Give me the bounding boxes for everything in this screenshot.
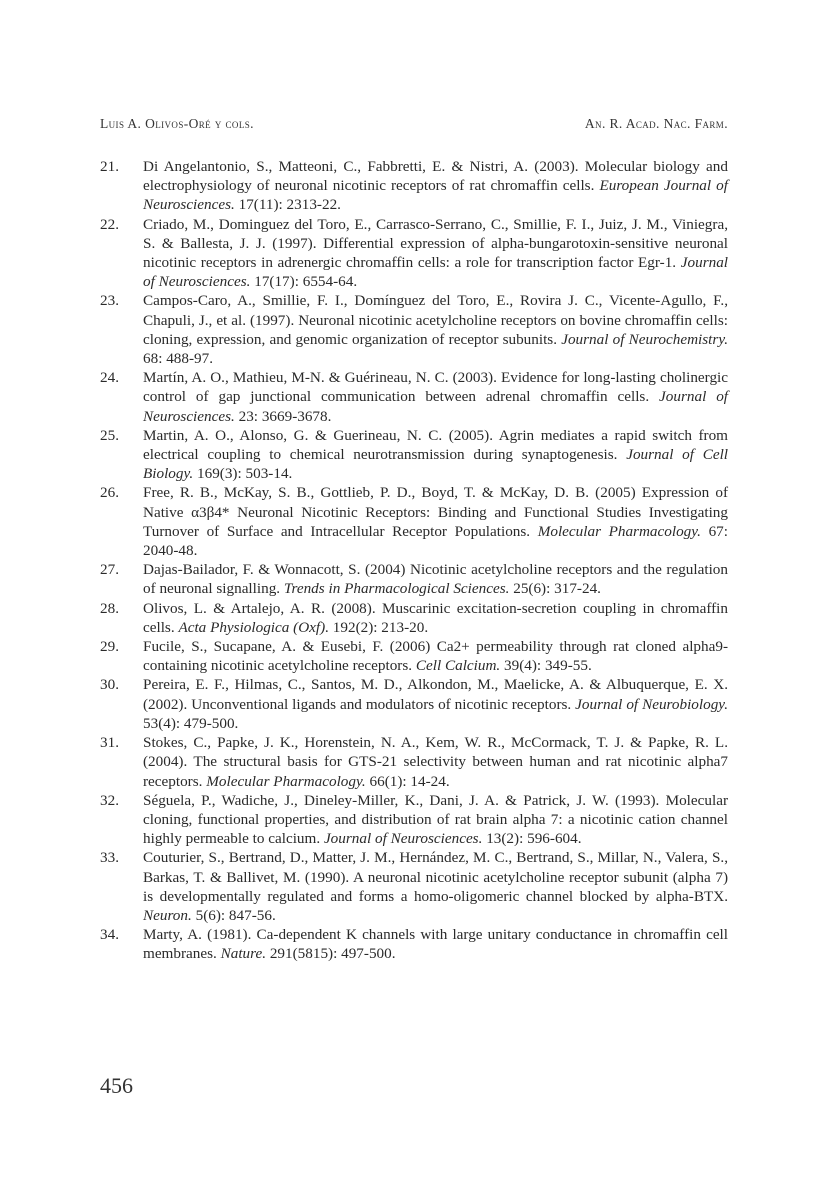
- reference-text: [143, 426, 728, 484]
- reference-volume-pages: 23: 3669-3678.: [238, 407, 332, 425]
- reference-text: [143, 599, 728, 637]
- reference-journal: Trends in Pharmacological Sciences.: [283, 580, 510, 598]
- reference-item: [100, 368, 728, 426]
- reference-journal: Journal of Neurosciences.: [143, 388, 729, 425]
- reference-volume-pages: 17(17): 6554-64.: [254, 273, 358, 291]
- reference-number: 25.: [100, 426, 119, 444]
- reference-citation: Dajas-Bailador, F. & Wonnacott, S. (2004) Nicotinic acetylcholine receptors and the regulation of neuronal signalling.: [143, 561, 728, 598]
- reference-volume-pages: 67: 2040-48.: [143, 522, 728, 560]
- reference-citation: Di Angelantonio, S., Matteoni, C., Fabbretti, E. & Nistri, A. (2003). Molecular biology and electrophysiology of neuronal nicotinic receptors of rat chromaffin cells.: [143, 158, 728, 195]
- reference-volume-pages: 169(3): 503-14.: [197, 465, 293, 483]
- reference-volume-pages: 68: 488-97.: [143, 350, 214, 368]
- reference-volume-pages: 25(6): 317-24.: [513, 580, 601, 598]
- reference-volume-pages: 39(4): 349-55.: [504, 657, 592, 675]
- reference-journal: European Journal of Neurosciences.: [143, 177, 728, 214]
- reference-number: 34.: [100, 926, 119, 944]
- reference-volume-pages: 291(5815): 497-500.: [269, 945, 396, 963]
- reference-journal: Acta Physiologica (Oxf).: [178, 618, 329, 636]
- reference-item: [100, 637, 728, 675]
- reference-text: [143, 733, 728, 791]
- page-number: 456: [100, 1073, 133, 1098]
- reference-item: [100, 733, 728, 791]
- reference-citation: Stokes, C., Papke, J. K., Horenstein, N. A., Kem, W. R., McCormack, T. J. & Papke, R. L. (2004). The structural basis for GTS-21 selectivity between human and rat nicotinic alpha7 receptors.: [143, 734, 728, 790]
- reference-volume-pages: 5(6): 847-56.: [195, 906, 276, 924]
- reference-number: 21.: [100, 158, 119, 175]
- reference-number: 24.: [100, 369, 119, 387]
- reference-item: [100, 426, 728, 484]
- reference-volume-pages: 66(1): 14-24.: [369, 772, 450, 790]
- reference-citation: Marty, A. (1981). Ca-dependent K channels with large unitary conductance in chromaffin cell membranes.: [143, 926, 728, 963]
- reference-number: 28.: [100, 599, 119, 617]
- reference-number: 30.: [100, 676, 119, 694]
- reference-citation: Fucile, S., Sucapane, A. & Eusebi, F. (2006) Ca2+ permeability through rat cloned alpha9-containing nicotinic acetylcholine receptors.: [143, 638, 728, 675]
- header-journal: An. R. Acad. Nac. Farm.: [584, 116, 728, 131]
- reference-number: 32.: [100, 791, 119, 809]
- reference-text: [143, 637, 728, 675]
- reference-text: [143, 791, 728, 849]
- reference-citation: Campos-Caro, A., Smillie, F. I., Domínguez del Toro, E., Rovira J. C., Vicente-Agullo, F., Chapuli, J., et al. (1997). Neuronal nicotinic acetylcholine receptors on bovine chromaffin cells: cloning, expression, and genomic organization of receptor subunits.: [143, 292, 728, 348]
- reference-item: [100, 675, 728, 733]
- reference-text: [143, 483, 728, 560]
- reference-citation: Free, R. B., McKay, S. B., Gottlieb, P. D., Boyd, T. & McKay, D. B. (2005) Expression of Native α3β4* Neuronal Nicotinic Receptors: Binding and Functional Studies Investigating Turnover of Surface and Intracellular Receptor Populations.: [143, 484, 728, 540]
- reference-journal: Neuron.: [143, 906, 192, 924]
- reference-number: 22.: [100, 215, 119, 233]
- reference-journal: Journal of Neurochemistry.: [561, 330, 729, 348]
- reference-text: [143, 675, 728, 733]
- reference-journal: Cell Calcium.: [415, 657, 501, 675]
- reference-volume-pages: 17(11): 2313-22.: [238, 196, 341, 214]
- reference-item: [100, 848, 728, 925]
- reference-item: [100, 291, 728, 368]
- reference-list: [100, 157, 728, 964]
- reference-journal: Journal of Neurosciences.: [143, 254, 729, 291]
- reference-number: 33.: [100, 849, 119, 867]
- reference-number: 27.: [100, 561, 119, 579]
- reference-item: [100, 157, 728, 215]
- reference-volume-pages: 53(4): 479-500.: [143, 714, 239, 732]
- header-authors: Luis A. Olivos-Oré y cols.: [100, 116, 254, 131]
- reference-text: [143, 291, 728, 368]
- reference-journal: Journal of Cell Biology.: [143, 446, 729, 483]
- reference-text: [143, 925, 728, 963]
- reference-number: 23.: [100, 292, 119, 310]
- reference-citation: Criado, M., Dominguez del Toro, E., Carrasco-Serrano, C., Smillie, F. I., Juiz, J. M., Viniegra, S. & Ballesta, J. J. (1997). Differential expression of alpha-bungarotoxin-sensitive neuronal nicotinic receptors in adrenergic chromaffin cells: a role for transcription factor Egr-1.: [143, 215, 728, 272]
- reference-journal: Molecular Pharmacology.: [206, 772, 366, 790]
- reference-citation: Couturier, S., Bertrand, D., Matter, J. M., Hernández, M. C., Bertrand, S., Millar, N., Valera, S., Barkas, T. & Ballivet, M. (1990). A neuronal nicotinic acetylcholine receptor subunit (alpha 7) is developmentally regulated and forms a homo-oligomeric channel blocked by alpha-BTX.: [143, 849, 728, 905]
- reference-citation: Pereira, E. F., Hilmas, C., Santos, M. D., Alkondon, M., Maelicke, A. & Albuquerque, E. X. (2002). Unconventional ligands and modulators of nicotinic receptors.: [143, 676, 728, 713]
- reference-journal: Journal of Neurobiology.: [575, 695, 728, 713]
- reference-volume-pages: 192(2): 213-20.: [332, 618, 429, 636]
- reference-journal: Journal of Neurosciences.: [323, 830, 483, 848]
- reference-number: 31.: [100, 734, 119, 752]
- reference-item: [100, 791, 728, 849]
- running-header: [100, 116, 728, 132]
- reference-citation: Séguela, P., Wadiche, J., Dineley-Miller, K., Dani, J. A. & Patrick, J. W. (1993). Molecular cloning, functional properties, and distribution of rat brain alpha 7: a nicotinic cation channel highly permeable to calcium.: [143, 791, 728, 848]
- reference-text: [143, 848, 728, 925]
- reference-number: 26.: [100, 484, 119, 502]
- reference-item: [100, 925, 728, 963]
- reference-text: [143, 368, 728, 426]
- reference-citation: Martin, A. O., Alonso, G. & Guerineau, N. C. (2005). Agrin mediates a rapid switch from electrical coupling to chemical neurotransmission during synaptogenesis.: [143, 426, 728, 464]
- reference-item: [100, 560, 728, 598]
- reference-text: [143, 215, 728, 292]
- reference-journal: Nature.: [220, 945, 267, 963]
- reference-item: [100, 599, 728, 637]
- reference-journal: Molecular Pharmacology.: [537, 522, 701, 540]
- reference-citation: Olivos, L. & Artalejo, A. R. (2008). Muscarinic excitation-secretion coupling in chromaffin cells.: [143, 599, 728, 636]
- reference-text: [143, 560, 728, 598]
- reference-item: [100, 215, 728, 292]
- reference-citation: Martín, A. O., Mathieu, M-N. & Guérineau, N. C. (2003). Evidence for long-lasting cholinergic control of gap junctional communication between adrenal chromaffin cells.: [143, 369, 728, 406]
- reference-number: 29.: [100, 638, 119, 656]
- reference-text: [143, 157, 728, 215]
- reference-volume-pages: 13(2): 596-604.: [486, 830, 582, 848]
- reference-item: [100, 483, 728, 560]
